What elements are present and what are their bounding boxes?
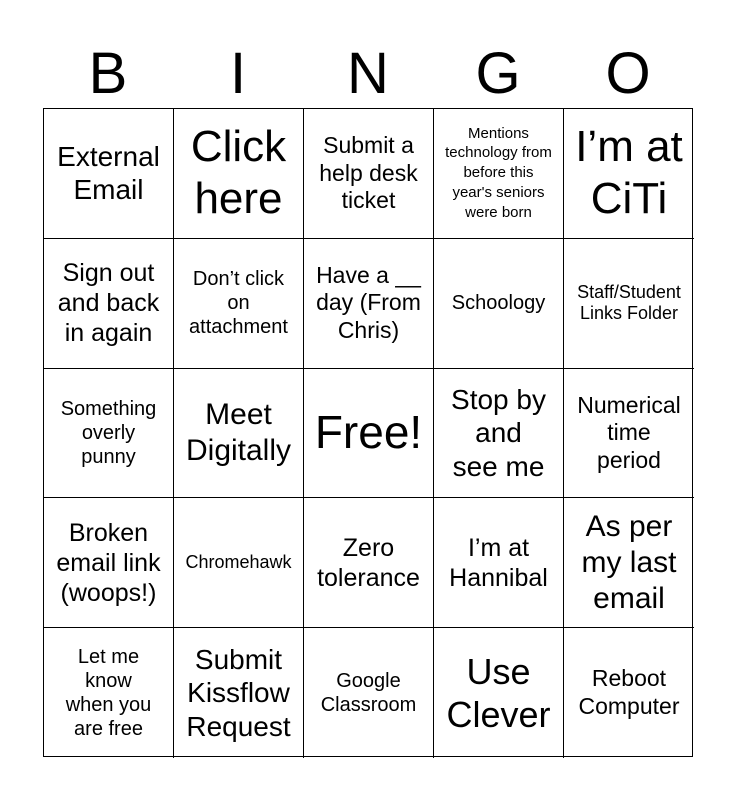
- cell-text: Google Classroom: [320, 670, 417, 717]
- cell-text: Click here: [190, 121, 287, 224]
- bingo-cell[interactable]: [304, 239, 434, 369]
- bingo-cell[interactable]: [44, 239, 174, 369]
- cell-text: I’m at CiTi: [575, 121, 683, 224]
- free-space-cell[interactable]: [304, 369, 434, 499]
- bingo-cell[interactable]: [44, 628, 174, 758]
- bingo-cell[interactable]: [174, 109, 304, 239]
- cell-text: Mentions technology from before this year's seniors were born: [445, 124, 552, 222]
- bingo-cell[interactable]: [174, 369, 304, 499]
- cell-text: Something overly punny: [60, 397, 157, 468]
- bingo-card-grid: [43, 108, 693, 757]
- cell-text: As per my last email: [581, 509, 677, 615]
- bingo-cell[interactable]: [304, 628, 434, 758]
- bingo-cell[interactable]: [564, 498, 694, 628]
- bingo-cell[interactable]: [564, 369, 694, 499]
- bingo-header: [43, 40, 693, 108]
- cell-text: Sign out and back in again: [57, 259, 160, 348]
- bingo-cell[interactable]: [304, 498, 434, 628]
- header-letter-b: B: [88, 41, 128, 106]
- cell-text: Have a __ day (From Chris): [316, 261, 421, 343]
- bingo-cell[interactable]: [44, 498, 174, 628]
- header-letter-i: I: [229, 41, 247, 106]
- header-letter-o: O: [605, 41, 651, 106]
- cell-text: I’m at Hannibal: [449, 533, 548, 592]
- cell-text: Stop by and see me: [451, 383, 546, 482]
- bingo-cell[interactable]: [564, 239, 694, 369]
- cell-text: Schoology: [451, 292, 546, 315]
- bingo-cell[interactable]: [564, 109, 694, 239]
- cell-text: Broken email link (woops!): [56, 518, 161, 607]
- bingo-cell[interactable]: [174, 239, 304, 369]
- cell-text: Meet Digitally: [185, 397, 292, 467]
- cell-text: External Email: [57, 140, 160, 206]
- bingo-cell[interactable]: [434, 109, 564, 239]
- cell-text: Staff/Student Links Folder: [577, 281, 681, 324]
- bingo-cell[interactable]: [434, 239, 564, 369]
- cell-text: Don’t click on attachment: [189, 268, 288, 339]
- cell-text: Reboot Computer: [578, 665, 680, 720]
- bingo-cell[interactable]: [434, 628, 564, 758]
- header-letter-g: G: [475, 41, 521, 106]
- header-letter-n: N: [347, 41, 389, 106]
- bingo-cell[interactable]: [304, 109, 434, 239]
- bingo-cell[interactable]: [174, 498, 304, 628]
- cell-text: Chromehawk: [185, 551, 292, 572]
- bingo-cell[interactable]: [564, 628, 694, 758]
- cell-text: Submit Kissflow Request: [186, 643, 291, 742]
- bingo-cell[interactable]: [174, 628, 304, 758]
- cell-text: Let me know when you are free: [65, 646, 152, 741]
- bingo-cell[interactable]: [44, 109, 174, 239]
- cell-text: Use Clever: [446, 650, 551, 736]
- cell-text: Submit a help desk ticket: [319, 132, 418, 214]
- bingo-cell[interactable]: [434, 498, 564, 628]
- bingo-cell[interactable]: [44, 369, 174, 499]
- cell-text: Numerical time period: [577, 391, 681, 473]
- cell-text: Free!: [314, 406, 423, 459]
- bingo-cell[interactable]: [434, 369, 564, 499]
- cell-text: Zero tolerance: [317, 533, 420, 592]
